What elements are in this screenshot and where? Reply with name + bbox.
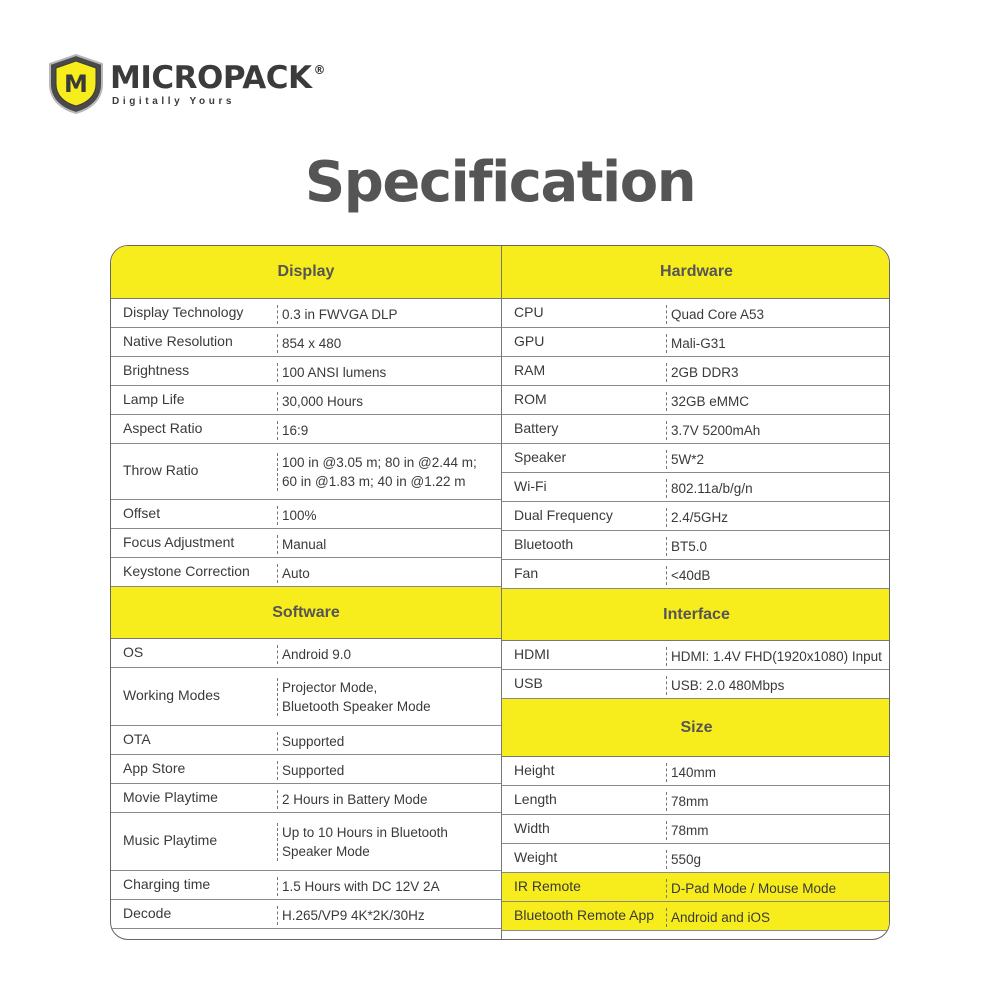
spec-row-speaker — [502, 444, 890, 473]
spec-label: Charging time — [123, 876, 211, 892]
spec-value — [277, 506, 317, 525]
spec-row-gpu — [502, 328, 890, 357]
spec-row-working-modes — [111, 668, 501, 726]
spec-value-line: <40dB — [671, 567, 711, 583]
spec-label: ROM — [514, 391, 547, 407]
spec-value — [277, 823, 448, 861]
spec-value-line: 550g — [671, 851, 702, 867]
spec-value — [666, 879, 836, 898]
spec-value-line: Mali-G31 — [671, 335, 726, 351]
spec-value — [666, 537, 707, 556]
spec-label: Aspect Ratio — [123, 420, 203, 436]
spec-label: USB — [514, 675, 543, 691]
spec-row-height — [502, 757, 890, 786]
spec-value — [277, 678, 431, 716]
spec-value-line: 3.7V 5200mAh — [671, 422, 761, 438]
spec-row-cpu — [502, 299, 890, 328]
spec-label: OS — [123, 644, 144, 660]
spec-value-line: 78mm — [671, 822, 709, 838]
spec-value — [277, 732, 344, 751]
spec-value — [277, 790, 428, 809]
spec-value — [277, 877, 440, 896]
section-header-size: Size — [502, 699, 890, 757]
spec-label: Movie Playtime — [123, 789, 218, 805]
spec-value-line: 0.3 in FWVGA DLP — [282, 306, 398, 322]
spec-label: Brightness — [123, 362, 190, 378]
spec-label: Wi-Fi — [514, 478, 547, 494]
spec-value-line: 802.11a/b/g/n — [671, 480, 753, 496]
spec-value — [666, 850, 701, 869]
spec-value — [277, 564, 310, 583]
spec-label: Working Modes — [123, 687, 221, 703]
spec-value-line: Bluetooth Speaker Mode — [282, 699, 431, 714]
spec-row-width — [502, 815, 890, 844]
spec-value-line: Up to 10 Hours in Bluetooth — [282, 825, 448, 840]
spec-value-line: Android and iOS — [671, 909, 771, 925]
spec-label: Speaker — [514, 449, 567, 465]
spec-row-brightness — [111, 357, 501, 386]
spec-label: App Store — [123, 760, 186, 776]
spec-row-rom — [502, 386, 890, 415]
spec-value-line: D-Pad Mode / Mouse Mode — [671, 880, 837, 896]
spec-value — [666, 305, 764, 324]
spec-row-ram — [502, 357, 890, 386]
spec-label: Fan — [514, 565, 539, 581]
spec-value — [666, 676, 784, 695]
spec-label: GPU — [514, 333, 545, 349]
section-header-hardware: Hardware — [502, 246, 890, 299]
spec-value — [277, 363, 386, 382]
spec-row-display-technology — [111, 299, 501, 328]
spec-label: Width — [514, 820, 550, 836]
spec-row-ir-remote — [502, 873, 890, 902]
spec-row-decode — [111, 900, 501, 929]
spec-row-os — [111, 639, 501, 668]
spec-value-line: 100 in @3.05 m; 80 in @2.44 m; — [282, 455, 477, 470]
spec-value-line: Speaker Mode — [282, 844, 370, 859]
section-header-software: Software — [111, 587, 501, 639]
spec-value — [666, 566, 710, 585]
spec-row-offset — [111, 500, 501, 529]
spec-value-line: H.265/VP9 4K*2K/30Hz — [282, 907, 425, 923]
spec-row-hdmi — [502, 641, 890, 670]
spec-label: IR Remote — [514, 878, 581, 894]
spec-label: Focus Adjustment — [123, 534, 235, 550]
spec-label: HDMI — [514, 646, 550, 662]
spec-row-aspect-ratio — [111, 415, 501, 444]
spec-row-wi-fi — [502, 473, 890, 502]
spec-value — [277, 305, 398, 324]
spec-label: Throw Ratio — [123, 462, 199, 478]
section-header-display: Display — [111, 246, 501, 299]
spec-value-line: 5W*2 — [671, 451, 705, 467]
spec-value-line: 1.5 Hours with DC 12V 2A — [282, 878, 440, 894]
section-header-interface: Interface — [502, 589, 890, 641]
spec-value — [277, 334, 341, 353]
spec-value-line: BT5.0 — [671, 538, 708, 554]
spec-label: CPU — [514, 304, 544, 320]
spec-label: Lamp Life — [123, 391, 185, 407]
spec-row-charging-time — [111, 871, 501, 900]
spec-value-line: 100% — [282, 507, 317, 523]
spec-value-line: 16:9 — [282, 422, 309, 438]
spec-value — [277, 392, 363, 411]
spec-label: Bluetooth — [514, 536, 574, 552]
spec-row-lamp-life — [111, 386, 501, 415]
spec-label: Offset — [123, 505, 161, 521]
spec-label: Length — [514, 791, 557, 807]
spec-row-fan — [502, 560, 890, 589]
spec-value — [666, 821, 709, 840]
spec-value-line: 2 Hours in Battery Mode — [282, 791, 428, 807]
spec-row-music-playtime — [111, 813, 501, 871]
spec-value-line: 2.4/5GHz — [671, 509, 729, 525]
spec-row-focus-adjustment — [111, 529, 501, 558]
spec-value-line: Supported — [282, 733, 345, 749]
spec-value — [666, 392, 749, 411]
spec-label: Native Resolution — [123, 333, 233, 349]
spec-value-line: Supported — [282, 762, 345, 778]
spec-value-line: 100 ANSI lumens — [282, 364, 387, 380]
spec-value-line: Auto — [282, 565, 310, 581]
spec-value-line: Projector Mode, — [282, 680, 378, 695]
spec-label: Decode — [123, 905, 172, 921]
spec-label: Height — [514, 762, 555, 778]
spec-label: Battery — [514, 420, 559, 436]
spec-value-line: 854 x 480 — [282, 335, 342, 351]
spec-value — [277, 535, 326, 554]
spec-value — [666, 763, 716, 782]
spec-value-line: 60 in @1.83 m; 40 in @1.22 m — [282, 474, 466, 489]
spec-value — [277, 761, 344, 780]
spec-row-native-resolution — [111, 328, 501, 357]
spec-value — [666, 792, 709, 811]
spec-value — [666, 908, 770, 927]
spec-label: Weight — [514, 849, 558, 865]
logo-letter: M — [64, 70, 88, 98]
spec-row-throw-ratio — [111, 444, 501, 500]
spec-value-line: 140mm — [671, 764, 717, 780]
shield-logo-icon — [48, 54, 104, 114]
spec-row-keystone-correction — [111, 558, 501, 587]
spec-value-line: Android 9.0 — [282, 646, 352, 662]
spec-label: Dual Frequency — [514, 507, 613, 523]
spec-value — [666, 363, 739, 382]
spec-label: Keystone Correction — [123, 563, 250, 579]
spec-value — [666, 334, 726, 353]
spec-row-dual-frequency — [502, 502, 890, 531]
micropack-logo — [48, 54, 325, 114]
spec-value — [666, 479, 753, 498]
spec-label: Bluetooth Remote App — [514, 907, 655, 923]
spec-value-line: Manual — [282, 536, 327, 552]
spec-label: Music Playtime — [123, 832, 218, 848]
spec-row-app-store — [111, 755, 501, 784]
spec-value-line: 2GB DDR3 — [671, 364, 739, 380]
spec-value — [666, 508, 728, 527]
spec-value — [666, 421, 760, 440]
spec-row-usb — [502, 670, 890, 699]
spec-value-line: 30,000 Hours — [282, 393, 364, 409]
spec-row-weight — [502, 844, 890, 873]
brand-name: MICROPACK ® — [110, 60, 325, 96]
spec-value — [277, 453, 477, 491]
spec-value-line: HDMI: 1.4V FHD(1920x1080) Input — [671, 648, 882, 664]
spec-label: OTA — [123, 731, 151, 747]
spec-row-bluetooth-remote-app — [502, 902, 890, 931]
spec-value — [277, 645, 351, 664]
spec-row-battery — [502, 415, 890, 444]
spec-value-line: 32GB eMMC — [671, 393, 750, 409]
spec-value-line: USB: 2.0 480Mbps — [671, 677, 785, 693]
spec-value — [277, 906, 425, 925]
spec-row-bluetooth — [502, 531, 890, 560]
spec-label: RAM — [514, 362, 546, 378]
spec-value — [666, 450, 704, 469]
brand-tagline: Digitally Yours — [112, 96, 236, 107]
page-title: Specification — [304, 150, 696, 215]
spec-value-line: 78mm — [671, 793, 709, 809]
spec-value-line: Quad Core A53 — [671, 306, 765, 322]
spec-row-ota — [111, 726, 501, 755]
spec-label: Display Technology — [123, 304, 244, 320]
spec-row-length — [502, 786, 890, 815]
spec-value — [666, 647, 882, 666]
spec-value — [277, 421, 308, 440]
spec-row-movie-playtime — [111, 784, 501, 813]
spec-table — [110, 245, 890, 940]
